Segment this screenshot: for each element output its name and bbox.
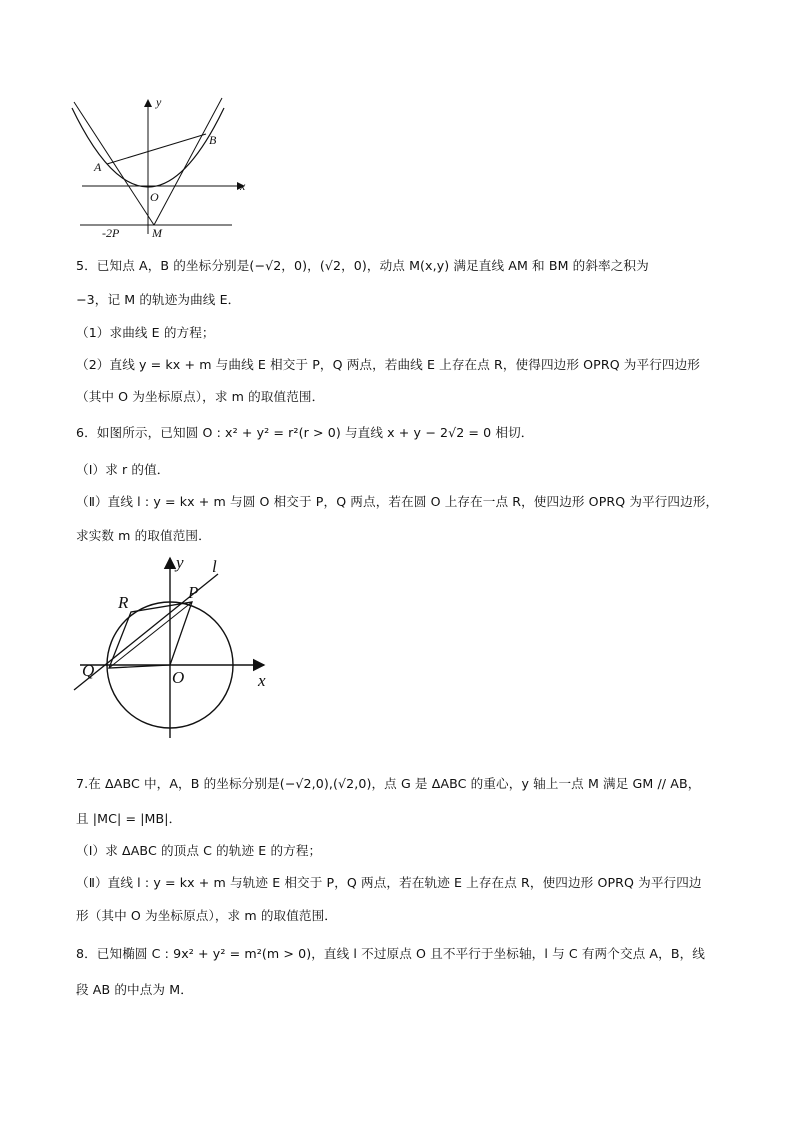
p5-q2-line1: （2）直线 y = kx + m 与曲线 E 相交于 P，Q 两点，若曲线 E 上存在点 R，使得四边形 OPRQ 为平行四边形 — [76, 357, 700, 372]
p8-line1: 8．已知椭圆 C : 9x² + y² = m²(m > 0)，直线 l 不过原点 O 且不平行于坐标轴，l 与 C 有两个交点 A，B，线 — [76, 946, 705, 961]
label-x: x — [258, 671, 266, 690]
label-m: M — [152, 226, 162, 240]
tangent-line-left — [74, 102, 154, 225]
label-y: y — [156, 95, 162, 109]
label-x: x — [240, 179, 246, 193]
label-q: Q — [82, 661, 95, 680]
label-o: O — [172, 668, 185, 687]
p5-q2-line2: （其中 O 为坐标原点），求 m 的取值范围． — [76, 389, 325, 404]
p6-q1: （Ⅰ）求 r 的值． — [76, 462, 170, 477]
label-y: y — [176, 553, 184, 572]
label-neg2p: -2P — [102, 226, 120, 240]
p5-line1: 5．已知点 A，B 的坐标分别是(−√2，0)，(√2，0)，动点 M(x,y) 满足直线 AM 和 BM 的斜率之积为 — [76, 258, 649, 273]
tangent-line-right — [154, 98, 222, 225]
p7-line2: 且 |MC| = |MB|． — [76, 811, 182, 826]
label-p: P — [188, 583, 199, 602]
label-o: O — [150, 190, 159, 204]
figure-circle-parallelogram — [72, 552, 280, 738]
p6-q2-line1: （Ⅱ）直线 l : y = kx + m 与圆 O 相交于 P，Q 两点，若在圆 O 上存在一点 R，使四边形 OPRQ 为平行四边形， — [76, 494, 719, 509]
p7-line1: 7.在 ΔABC 中，A，B 的坐标分别是(−√2,0),(√2,0)，点 G 是 ΔABC 的重心，y 轴上一点 M 满足 GM // AB， — [76, 776, 701, 791]
p5-q1: （1）求曲线 E 的方程； — [76, 325, 215, 340]
chord-ab — [107, 134, 206, 164]
p6-q2-line2: 求实数 m 的取值范围． — [76, 528, 211, 543]
p5-line2: −3，记 M 的轨迹为曲线 E． — [76, 292, 241, 307]
label-b: B — [209, 133, 217, 147]
p7-q1: （Ⅰ）求 ΔABC 的顶点 C 的轨迹 E 的方程； — [76, 843, 322, 858]
figure-parabola-tangents — [68, 94, 253, 240]
p8-line2: 段 AB 的中点为 M． — [76, 982, 193, 997]
label-a: A — [94, 160, 102, 174]
p7-q2-line2: 形（其中 O 为坐标原点），求 m 的取值范围． — [76, 908, 337, 923]
label-l: l — [212, 557, 217, 576]
p7-q2-line1: （Ⅱ）直线 l : y = kx + m 与轨迹 E 相交于 P，Q 两点，若在轨迹 E 上存在点 R，使四边形 OPRQ 为平行四边 — [76, 875, 702, 890]
p6-line1: 6．如图所示，已知圆 O : x² + y² = r²(r > 0) 与直线 x + y − 2√2 = 0 相切． — [76, 425, 534, 440]
label-r: R — [118, 593, 129, 612]
